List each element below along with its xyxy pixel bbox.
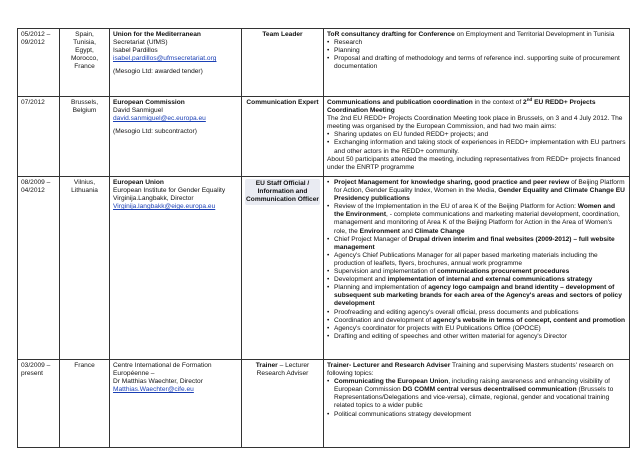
organisation-line: Européenne – [113, 370, 155, 378]
list-item: • Sharing updates on EU funded REDD+ projects; and [327, 131, 626, 139]
bullet-bold-text: Communicating the European Union [334, 378, 449, 386]
place-line: Tunisia, [73, 39, 96, 47]
date-cell [18, 360, 60, 448]
role-title: Trainer [255, 362, 278, 369]
organisation-cell [110, 177, 242, 360]
list-item: • Planning [327, 47, 626, 55]
role-cell [242, 97, 324, 177]
description-text: Training and supervising Masters students' research on following topics: [327, 362, 614, 378]
description-cell [324, 360, 630, 448]
bullet-bold-text: DG COMM central versus decentralised communication [402, 386, 577, 394]
bullet-text: Drafting and editing of speeches and other written material for agency's Director [334, 332, 567, 340]
place-cell [60, 29, 110, 97]
organisation-line: European Institute for Gender Equality [113, 187, 226, 195]
bullet-bold-text: agency's website in terms of concept, content and promotion [432, 316, 626, 324]
table-row [18, 177, 630, 360]
description-title: Communications and publication coordination [327, 99, 473, 106]
experience-table [17, 28, 630, 448]
place-line: Brussels, [70, 99, 99, 106]
contact-email-link[interactable]: david.sanmiguel@ec.europa.eu [113, 115, 206, 123]
place-cell [60, 177, 110, 360]
contact-name: David Sanmiguel [113, 107, 163, 115]
description-cell [324, 177, 630, 360]
description-title-cont: EU REDD+ Projects Coordination Meeting [327, 99, 596, 115]
date-end: present [21, 370, 43, 378]
date-start: 03/2009 – [21, 362, 51, 369]
bullet-bold-text: Drupal driven interim and final websites (2009-2012) – full website management [334, 235, 615, 251]
date-cell [18, 177, 60, 360]
date-cell [18, 29, 60, 97]
organisation-cell [110, 97, 242, 177]
organisation-name: Centre International de Formation [113, 362, 212, 369]
list-item [327, 333, 626, 341]
list-item [327, 203, 626, 235]
role-title: Team Leader [262, 31, 303, 38]
bullet-text: Planning and implementation of [334, 284, 429, 292]
list-item [327, 252, 626, 268]
contact-name: Virginija.Langbakk, Director [113, 195, 194, 203]
table-row [18, 29, 630, 97]
place-line: Egypt, [75, 47, 94, 55]
list-item [327, 411, 626, 419]
description-cell [324, 29, 630, 97]
list-item [327, 179, 626, 203]
ordinal-number: 2 [523, 99, 527, 106]
place-line: Belgium [72, 107, 97, 115]
place-line: Lithuania [71, 187, 98, 195]
description-paragraph: About 50 participants attended the meeting, including representatives from REDD+ projects financed under the ENRTP programme [327, 155, 621, 171]
place-line: Morocco, [70, 55, 99, 63]
bullet-text: Supervision and implementation of [334, 268, 437, 276]
bullet-text: Chief Project Manager of [334, 235, 409, 243]
bullet-text: Review of the Implementation in the EU of area K of the Beijing Platform for Action: [334, 203, 578, 211]
list-item [327, 268, 626, 276]
list-item: • Proposal and drafting of methodology and terms of reference incl. supporting suite of procurement documentation [327, 55, 626, 71]
bullet-text: , including raising awareness and enhancing visibility of European Commission [334, 378, 610, 394]
date-end: 09/2012 [21, 39, 45, 47]
list-item [327, 325, 626, 333]
list-item [327, 276, 626, 284]
organisation-name: European Commission [113, 99, 185, 106]
table-row [18, 360, 630, 448]
place-line: France [74, 362, 95, 369]
date-start: 05/2012 – [21, 31, 51, 38]
place-cell [60, 97, 110, 177]
description-title: Trainer- Lecturer and Research Adviser [327, 362, 451, 369]
bullet-text: (Brussels to Representations/Delegations and vice-versa), climate, regional, gender and vocational training related topics to a wider public [334, 386, 614, 410]
contact-email-link[interactable]: Matthias.Waechter@cife.eu [113, 386, 194, 394]
organisation-note: (Mesogio Ltd: subcontractor) [113, 128, 197, 136]
contact-email-link[interactable]: isabel.pardillos@ufmsecretariat.org [113, 55, 217, 63]
place-cell [60, 360, 110, 448]
role-subtitle: Research Adviser [256, 370, 309, 378]
role-title: EU Staff Official / Information and Communication Officer [245, 179, 320, 205]
role-title-cont: – Lecturer [277, 362, 310, 369]
contact-email-link[interactable]: Virginija.langbakk@eige.europa.eu [113, 203, 216, 211]
list-item: • Exchanging information and taking stock of experiences in REDD+ implementation with EU partners and other actors in the REDD+ community. [327, 139, 626, 155]
bullet-text: , - complete communications and marketing material development, coordination, management and monitoring of Area K of the Beijing Platform for Action in the Area of Women's role, the [334, 211, 620, 235]
organisation-line: Secretariat (UfMS) [113, 39, 168, 47]
description-paragraph: The 2nd EU REDD+ Projects Coordination Meeting took place in Brussels, on 3 and 4 July 2012. The meeting was organised by the European Commission, and had two main aims: [327, 115, 623, 131]
contact-name: Dr Matthias Waechter, Director [113, 378, 203, 386]
list-item [327, 236, 626, 252]
bullet-bold-text: Climate Change [414, 227, 465, 235]
bullet-text: Agency's Chief Publications Manager for all paper based marketing materials including the production of leaflets, flyers, brochures, annual work programme [334, 251, 598, 267]
place-line: Vilnius, [73, 179, 96, 186]
bullet-text: and [399, 227, 415, 235]
bullet-list [327, 378, 626, 418]
date-end: 04/2012 [21, 187, 45, 195]
role-cell [242, 29, 324, 97]
table-row [18, 97, 630, 177]
list-item [327, 378, 626, 410]
bullet-bold-text: Women and the Environment [334, 203, 615, 219]
bullet-bold-text: agency logo campaign and brand identity – development of subsequent sub marketing brands for each area of the Agency's areas and sectors of policy development [334, 284, 622, 308]
list-item [327, 284, 626, 308]
ordinal-suffix: nd [526, 96, 533, 102]
organisation-note: (Mesogio Ltd: awarded tender) [113, 68, 203, 76]
bullet-bold-text: communications procurement procedures [437, 268, 570, 276]
role-title: Communication Expert [246, 99, 319, 106]
bullet-text: of Beijing Platform for Action, Gender Equality Index, Women in the Media, [334, 179, 625, 195]
bullet-list [327, 39, 626, 71]
organisation-cell [110, 29, 242, 97]
organisation-cell [110, 360, 242, 448]
description-title: ToR consultancy drafting for Conference [327, 31, 455, 38]
place-line: Spain, [75, 31, 94, 38]
date-start: 08/2009 – [21, 179, 51, 186]
date-start: 07/2012 [21, 99, 45, 106]
contact-name: Isabel Pardillos [113, 47, 158, 55]
bullet-text: Agency's coordinator for projects with EU Publications Office (OPOCE) [334, 324, 541, 332]
bullet-bold-text: Project Management for knowledge sharing, good practice and peer review [334, 179, 570, 186]
bullet-text: Coordination and development of [334, 316, 433, 324]
organisation-name: European Union [113, 179, 164, 186]
bullet-bold-text: implementation of internal and external communications strategy [387, 276, 593, 284]
list-item: • Research [327, 39, 626, 47]
bullet-text: Proofreading and editing agency's overall official, press documents and publications [334, 308, 579, 316]
bullet-text: Development and [334, 276, 388, 284]
bullet-list [327, 179, 626, 341]
bullet-list [327, 131, 626, 155]
bullet-bold-text: Gender Equality and Climate Change EU Presidency publications [334, 187, 625, 203]
bullet-bold-text: Environment [359, 227, 400, 235]
role-cell [242, 360, 324, 448]
description-text: on Employment and Territorial Development in Tunisia [454, 31, 615, 38]
role-cell [242, 177, 324, 360]
list-item [327, 309, 626, 317]
list-item [327, 317, 626, 325]
organisation-name: Union for the Mediterranean [113, 31, 201, 38]
bullet-text: Political communications strategy development [334, 410, 472, 418]
date-cell [18, 97, 60, 177]
description-cell [324, 97, 630, 177]
place-line: France [74, 63, 95, 71]
description-text: in the context of [472, 99, 524, 106]
